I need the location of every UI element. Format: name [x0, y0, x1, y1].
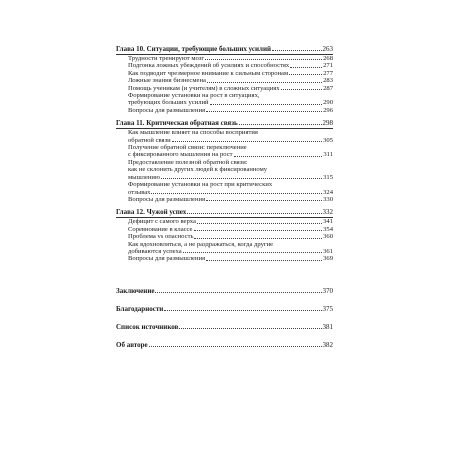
entry-title: Трудности тренируют мозг [128, 55, 205, 62]
dot-leader [290, 67, 322, 68]
dot-leader [206, 111, 322, 112]
dot-leader [179, 328, 321, 329]
toc-item [116, 241, 333, 248]
page-number: 382 [322, 340, 333, 349]
entry-title: как не склонить других людей к фиксированному [128, 166, 268, 174]
entry-title: Благодарности [116, 304, 164, 313]
dot-leader [161, 178, 322, 179]
dot-leader [197, 223, 322, 224]
page-number: 287 [323, 84, 333, 92]
entry-title: обратной связи [128, 136, 171, 144]
page-number: 283 [323, 77, 333, 85]
dot-leader [205, 59, 322, 60]
toc-item [116, 77, 333, 84]
chapter-heading [116, 208, 333, 216]
page-number: 332 [322, 208, 333, 217]
entry-title: Получение обратной связи: переключение [128, 144, 247, 152]
page-number: 271 [323, 62, 333, 70]
entry-title: Вопросы для размышления [128, 106, 206, 114]
back-matter-entry [116, 287, 333, 295]
entry-title: требующих больших усилий [128, 99, 209, 107]
toc-item [116, 226, 333, 233]
entry-title: мышлению [128, 173, 160, 181]
toc-item [116, 248, 333, 255]
toc-item [116, 55, 333, 62]
toc-item [116, 181, 333, 188]
entry-title: Об авторе [116, 340, 148, 349]
entry-title: Как подводит чрезмерное внимание к сильным сторонам [128, 69, 289, 77]
dot-leader [207, 82, 322, 83]
toc-item [116, 233, 333, 240]
toc-item [116, 196, 333, 203]
dot-leader [149, 346, 322, 347]
entry-title: Ложные знания бизнесмена [128, 77, 206, 85]
entry-title: Глава 12. Чужой успех [116, 208, 187, 217]
entry-title: Помощь ученикам (и учителям) в сложных ситуациях [128, 84, 280, 92]
dot-leader [272, 50, 321, 51]
page-number: 354 [323, 225, 333, 233]
toc-item [116, 129, 333, 136]
dot-leader [194, 230, 323, 231]
toc-item [116, 107, 333, 114]
page-number: 315 [323, 173, 333, 181]
entry-title: Соревнование в классе [128, 225, 193, 233]
toc-item [116, 151, 333, 158]
toc-item [116, 174, 333, 181]
page-number: 290 [323, 99, 333, 107]
back-matter-entry [116, 305, 333, 313]
toc-item [116, 159, 333, 166]
page-number: 381 [322, 322, 333, 331]
entry-title: Формирование установки на рост в ситуациях, [128, 92, 260, 100]
dot-leader [289, 74, 322, 75]
toc-item [116, 189, 333, 196]
dot-leader [155, 292, 321, 293]
page-number: 369 [323, 255, 333, 263]
dot-leader [151, 193, 322, 194]
entry-title: Подгонка ложных убеждений об усилиях и способностях [128, 62, 290, 70]
toc-item [116, 166, 333, 173]
dot-leader [187, 213, 321, 214]
dot-leader [239, 124, 322, 125]
page-number: 375 [322, 304, 333, 313]
toc-item [116, 137, 333, 144]
entry-title: отзывах [128, 188, 151, 196]
page-number: 330 [323, 195, 333, 203]
dot-leader [281, 89, 323, 90]
dot-leader [210, 104, 323, 105]
entry-title: Глава 10. Ситуации, требующие больших усилий [116, 45, 272, 53]
table-of-contents [116, 45, 333, 349]
entry-title: добиваются успеха [128, 247, 182, 255]
entry-title: Вопросы для размышления [128, 255, 206, 263]
dot-leader [234, 156, 323, 157]
dot-leader [183, 252, 322, 253]
toc-item [116, 85, 333, 92]
toc-item [116, 218, 333, 225]
entry-title: Глава 11. Критическая обратная связь [116, 119, 238, 128]
entry-title: Проблема vs опасность [128, 233, 194, 241]
page-number: 296 [323, 106, 333, 114]
chapter-heading [116, 119, 333, 127]
page-number: 311 [323, 151, 333, 159]
back-matter-entry [116, 323, 333, 331]
entry-title: Предоставление полезной обратной связи: [128, 158, 248, 166]
page-number: 361 [323, 247, 333, 255]
page-number: 324 [323, 188, 333, 196]
entry-title: с фиксированного мышления на рост [128, 151, 233, 159]
toc-item [116, 92, 333, 99]
dot-leader [206, 260, 322, 261]
toc-item [116, 70, 333, 77]
toc-item [116, 62, 333, 69]
entry-title: Вопросы для размышления [128, 195, 206, 203]
page-number: 298 [322, 119, 333, 128]
page-number: 305 [323, 136, 333, 144]
toc-item [116, 255, 333, 262]
entry-title: Дефицит с самого верха [128, 218, 196, 226]
page-number: 370 [322, 286, 333, 295]
page-number: 341 [323, 218, 333, 226]
page-number: 263 [322, 45, 333, 53]
entry-title: Как вдохновляться, а не раздражаться, когда другие [128, 240, 274, 248]
dot-leader [172, 141, 322, 142]
page-number: 277 [323, 69, 333, 77]
entry-title: Список источников [116, 322, 179, 331]
chapter-heading [116, 45, 333, 53]
page-number: 268 [323, 55, 333, 62]
toc-item [116, 99, 333, 106]
dot-leader [194, 238, 322, 239]
entry-title: Формирование установки на рост при критических [128, 181, 273, 189]
entry-title: Как мышление влияет на способы восприятия [128, 129, 258, 137]
entry-title: Заключение [116, 286, 155, 295]
dot-leader [206, 200, 322, 201]
page-number: 360 [323, 233, 333, 241]
back-matter-entry [116, 341, 333, 349]
dot-leader [164, 310, 321, 311]
toc-item [116, 144, 333, 151]
